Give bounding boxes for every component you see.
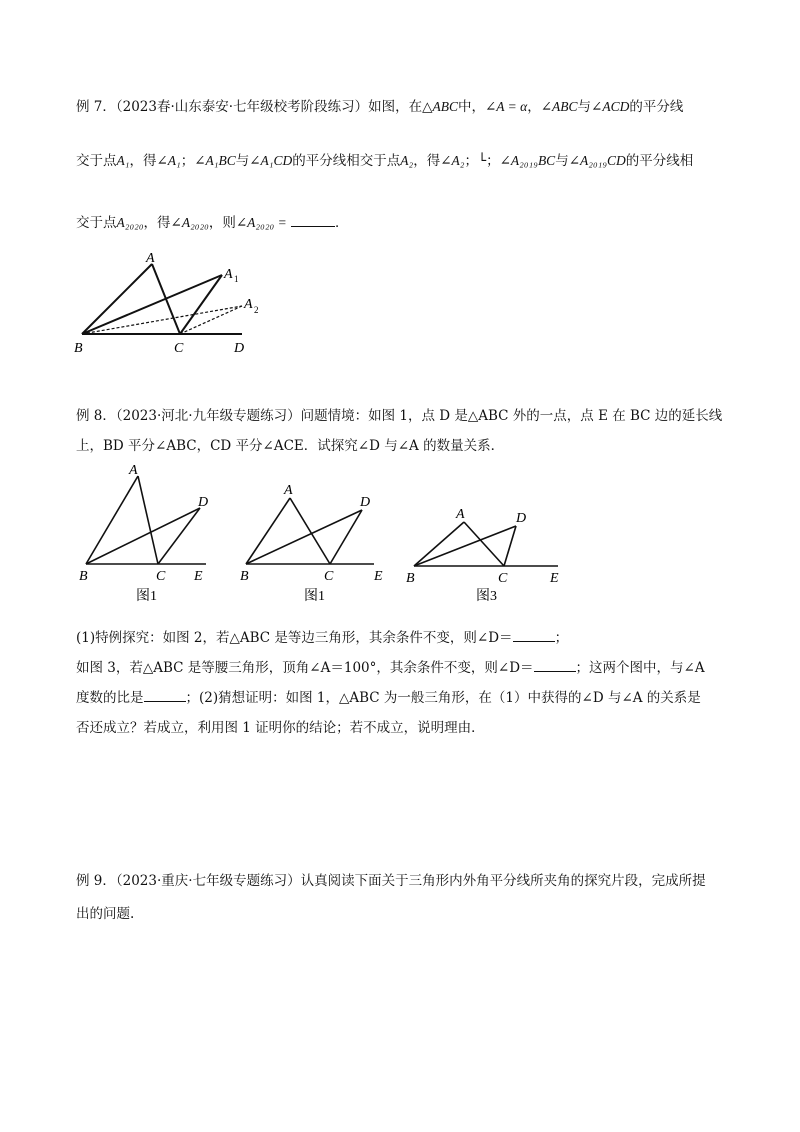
label-d: D bbox=[516, 511, 527, 526]
line-ac bbox=[290, 498, 330, 564]
label-e: E bbox=[374, 569, 383, 584]
line-ba bbox=[414, 522, 464, 566]
ex7-line-2: 交于点A₁，得∠A₁；∠A₁BC与∠A₁CD的平分线相交于点A₂，得∠A₂；└；∠A₂₀₁₉BC与∠A₂₀₁₉CD的平分线相 bbox=[76, 153, 694, 169]
ex7-line-3: 交于点A₂₀₂₀，得∠A₂₀₂₀，则∠A₂₀₂₀ = ． bbox=[76, 212, 349, 232]
ex8-question-4: 否还成立？若成立，利用图 1 证明你的结论；若不成立，说明理由． bbox=[76, 720, 485, 736]
line-ac bbox=[138, 476, 158, 564]
ex8-figure-3 bbox=[400, 460, 570, 610]
ex8-line-1: 例 8．（2023·河北·九年级专题练习）问题情境：如图 1，点 D 是△ABC 外的一点，点 E 在 BC 边的延长线 bbox=[76, 408, 723, 424]
label-c: C bbox=[156, 569, 166, 584]
ex8-question-1: (1)特例探究：如图 2，若△ABC 是等边三角形，其余条件不变，则∠D＝ ； bbox=[76, 627, 568, 647]
label-c: C bbox=[324, 569, 334, 584]
ex8-question-2: 如图 3，若△ABC 是等腰三角形，顶角∠A＝100°，其余条件不变，则∠D＝ ；这两个图中，与∠A bbox=[76, 657, 705, 677]
ex8-figure-1 bbox=[74, 460, 224, 610]
label-b: B bbox=[240, 569, 249, 584]
label-d: D bbox=[198, 495, 209, 510]
label-d: D bbox=[234, 341, 245, 356]
ellipsis-glyph: └ bbox=[477, 153, 487, 169]
label-a2-sub: 2 bbox=[254, 305, 259, 315]
label-a: A bbox=[456, 507, 465, 522]
label-a: A bbox=[129, 463, 138, 478]
line-bd bbox=[414, 526, 516, 566]
ex8-line-2: 上，BD 平分∠ABC，CD 平分∠ACE．试探究∠D 与∠A 的数量关系． bbox=[76, 438, 505, 454]
figure-caption: 图1 bbox=[304, 589, 325, 604]
figure-caption: 图1 bbox=[136, 589, 157, 604]
ex7-figure bbox=[70, 250, 270, 360]
label-e: E bbox=[194, 569, 203, 584]
ex9-line-1: 例 9．（2023·重庆·七年级专题练习）认真阅读下面关于三角形内外角平分线所夹角的探究片段，完成所提 bbox=[76, 873, 706, 889]
ex8-figure-2 bbox=[232, 460, 392, 610]
label-d: D bbox=[360, 495, 371, 510]
line-cd bbox=[158, 508, 200, 564]
label-a2: A bbox=[244, 297, 253, 312]
label-c: C bbox=[174, 341, 184, 356]
label-a: A bbox=[284, 483, 293, 498]
label-c: C bbox=[498, 571, 508, 586]
answer-blank-q2[interactable] bbox=[534, 657, 576, 672]
line-cd bbox=[504, 526, 516, 566]
answer-blank-q3[interactable] bbox=[144, 687, 186, 702]
ex9-line-2: 出的问题. bbox=[76, 906, 135, 922]
answer-blank-ex7[interactable] bbox=[291, 212, 335, 227]
ex8-question-3: 度数的比是 ；(2)猜想证明：如图 1，△ABC 为一般三角形，在（1）中获得的∠D 与∠A 的关系是 bbox=[76, 687, 701, 707]
label-a: A bbox=[146, 251, 155, 266]
label-a1-sub: 1 bbox=[234, 274, 239, 284]
label-a1: A bbox=[224, 267, 233, 282]
triangle-abc: △ABC bbox=[422, 99, 458, 114]
label-e: E bbox=[550, 571, 559, 586]
ex7-line-1: 例 7．（2023春·山东泰安·七年级校考阶段练习）如图，在△ABC中，∠A = α，∠ABC与∠ACD的平分线 bbox=[76, 99, 684, 115]
figure-caption: 图3 bbox=[476, 589, 497, 604]
answer-blank-q1[interactable] bbox=[513, 627, 555, 642]
label-b: B bbox=[79, 569, 88, 584]
label-b: B bbox=[406, 571, 415, 586]
label-b: B bbox=[74, 341, 83, 356]
